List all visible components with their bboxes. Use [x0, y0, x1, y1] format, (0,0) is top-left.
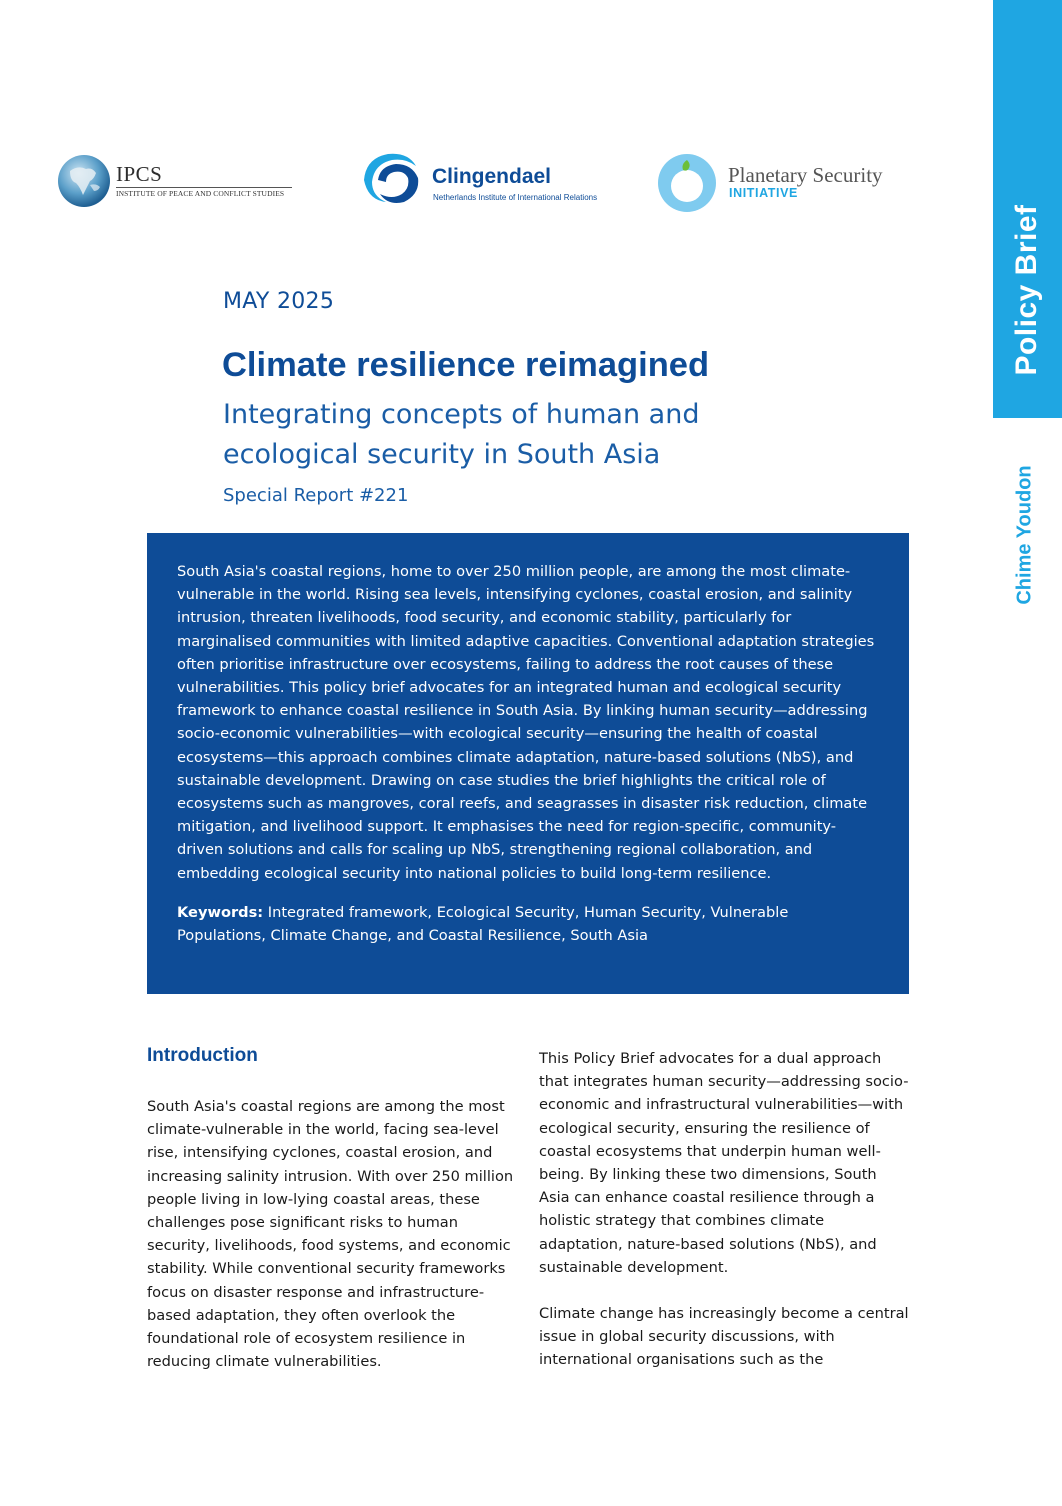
report-number: Special Report #221: [223, 485, 409, 506]
globe-icon: [56, 153, 112, 209]
clingendael-subtitle: Netherlands Institute of International Relations: [433, 193, 598, 202]
page-title: Climate resilience reimagined: [222, 346, 710, 384]
right-column: [539, 1047, 911, 1372]
keywords-list: Integrated framework, Ecological Security, Human Security, Vulnerable Populations, Climate Change, and Coastal Resilience, South Asia: [177, 903, 789, 945]
policy-brief-label: Policy Brief: [1010, 204, 1043, 376]
psi-logo: [656, 152, 916, 214]
page-subtitle: Integrating concepts of human and ecological security in South Asia: [223, 399, 700, 470]
ipcs-divider: [116, 187, 292, 188]
keywords-label: Keywords:: [177, 903, 264, 921]
left-column: [147, 1095, 519, 1373]
ipcs-logo: [56, 152, 296, 210]
climate-paragraph: Climate change has increasingly become a central issue in global security discussions, with international organisations such as the: [539, 1305, 909, 1369]
ipcs-name: IPCS: [116, 162, 163, 186]
intro-heading: Introduction: [147, 1045, 258, 1066]
publication-date: MAY 2025: [223, 289, 335, 314]
clingendael-logo: [358, 150, 618, 210]
keywords: [177, 901, 879, 947]
abstract-text: South Asia's coastal regions, home to over 250 million people, are among the most climate-vulnerable in the world. Rising sea levels, intensifying cyclones, coastal erosion, and salinity intrusion, threaten livelihoods, food security, and economic stability, particularly for marginalised communities with limited adaptive capacities. Conventional adaptation strategies often prioritise infrastructure over ecosystems, failing to address the root causes of these vulnerabilities. This policy brief advocates for an integrated human and ecological security framework to enhance coastal resilience in South Asia. By linking human security—addressing socio-economic vulnerabilities—with ecological security—ensuring the health of coastal ecosystems—this approach combines climate adaptation, nature-based solutions (NbS), and sustainable development. Drawing on case studies the brief highlights the critical role of ecosystems such as mangroves, coral reefs, and seagrasses in disaster risk reduction, climate mitigation, and livelihood support. It emphasises the need for region-specific, community-driven solutions and calls for scaling up NbS, strengthening regional collaboration, and embedding ecological security into national policies to build long-term resilience.: [177, 563, 875, 882]
psi-name: Planetary Security: [728, 163, 883, 187]
psi-globe-icon: [656, 152, 718, 214]
intro-paragraph: South Asia's coastal regions are among the most climate-vulnerable in the world, facing sea-level rise, intensifying cyclones, coastal erosion, and increasing salinity intrusion. With over 250 million people living in low-lying coastal areas, these challenges pose significant risks to human security, livelihoods, food systems, and economic stability. While conventional security frameworks focus on disaster response and infrastructure-based adaptation, they often overlook the foundational role of ecosystem resilience in reducing climate vulnerabilities.: [147, 1098, 514, 1371]
psi-subtitle: INITIATIVE: [729, 186, 798, 200]
policy-paragraph: This Policy Brief advocates for a dual approach that integrates human security—addressing socio-economic and infrastructural vulnerabilities—with ecological security, ensuring the resilience of coastal ecosystems that underpin human well-being. By linking these two dimensions, South Asia can enhance coastal resilience through a holistic strategy that combines climate adaptation, nature-based solutions (NbS), and sustainable development.: [539, 1050, 909, 1276]
author-name: Chime Youdon: [1013, 465, 1036, 605]
clingendael-mark-icon: [358, 150, 426, 206]
ipcs-subtitle: INSTITUTE OF PEACE AND CONFLICT STUDIES: [116, 189, 285, 198]
clingendael-name: Clingendael: [432, 165, 552, 188]
abstract-box: [147, 533, 909, 994]
